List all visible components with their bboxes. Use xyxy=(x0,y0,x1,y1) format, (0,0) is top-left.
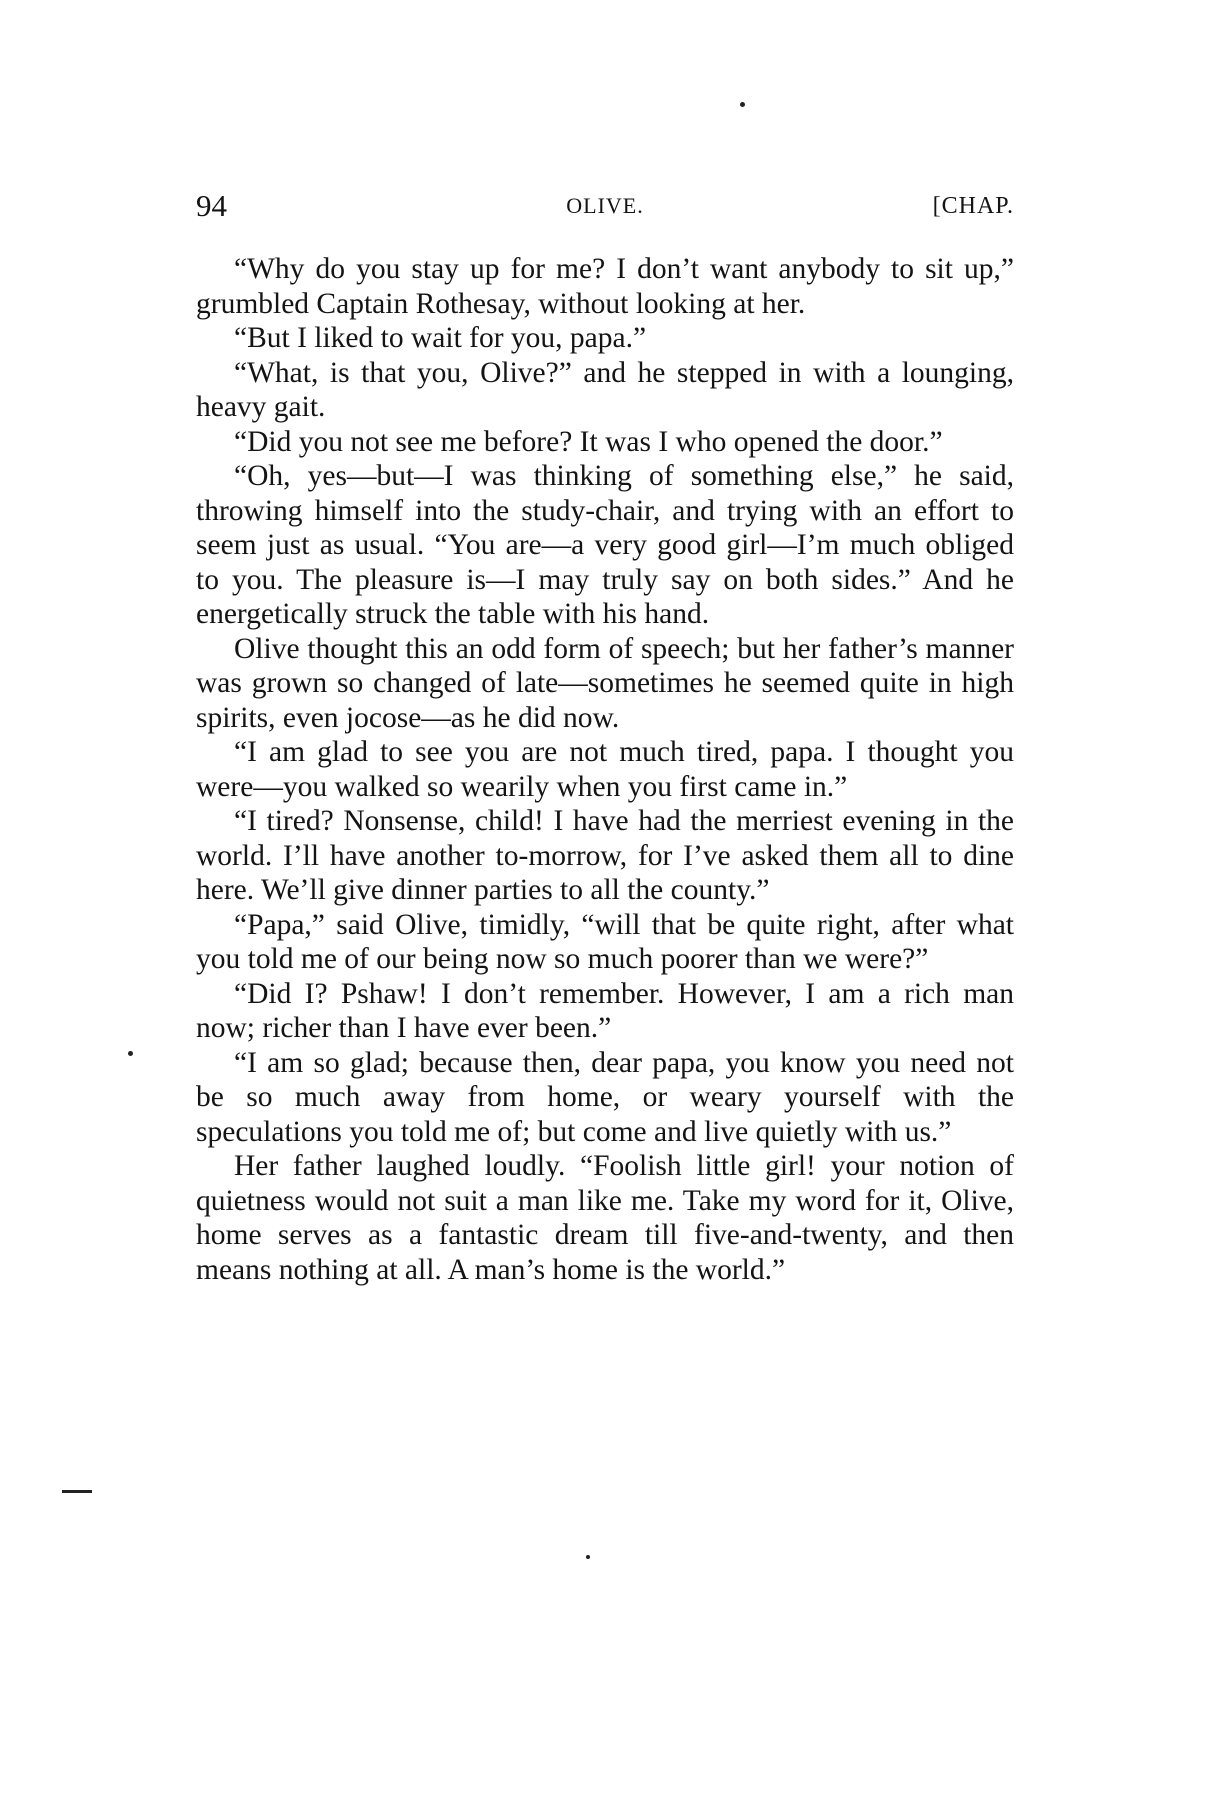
paragraph: “Did you not see me before? It was I who opened the door.” xyxy=(234,425,943,458)
body-text xyxy=(196,252,1014,1287)
paragraph: “Did I? Pshaw! I don’t remember. However, I am a rich man now; richer than I have ever been.” xyxy=(196,977,1014,1044)
paragraph: “Oh, yes—but—I was thinking of something else,” he said, throwing himself into the study-chair, and trying with an effort to seem just as usual. “You are—a very good girl—I’m much obliged to you. The pleasure is—I may truly say on both sides.” And he energetically struck the table with his hand. xyxy=(196,460,1014,630)
paragraph: Her father laughed loudly. “Foolish little girl! your notion of quietness would not suit a man like me. Take my word for it, Olive, home serves as a fantastic dream till five-and-twenty, and then means nothing at all. A man’s home is the world.” xyxy=(196,1150,1014,1286)
running-title: OLIVE. xyxy=(566,193,644,218)
paragraph: “I am so glad; because then, dear papa, you know you need not be so much away from home, or weary yourself with the speculations you told me of; but come and live quietly with us.” xyxy=(196,1046,1014,1148)
paragraph: “Papa,” said Olive, timidly, “will that be quite right, after what you told me of our being now so much poorer than we were?” xyxy=(196,908,1014,975)
ink-speck-margin xyxy=(128,1051,133,1056)
paragraph: “I am glad to see you are not much tired, papa. I thought you were—you walked so wearily when you first came in.” xyxy=(196,736,1014,803)
paragraph: “What, is that you, Olive?” and he stepped in with a lounging, heavy gait. xyxy=(196,356,1014,423)
page-header xyxy=(196,186,1014,226)
page-number: 94 xyxy=(196,188,227,223)
paragraph: Olive thought this an odd form of speech; but her father’s manner was grown so changed of late—sometimes he seemed quite in high spirits, even jocose—as he did now. xyxy=(196,632,1014,734)
paragraph: “Why do you stay up for me? I don’t want anybody to sit up,” grumbled Captain Rothesay, without looking at her. xyxy=(196,253,1014,320)
ink-dash-margin xyxy=(62,1490,92,1493)
paragraph: “But I liked to wait for you, papa.” xyxy=(234,322,647,354)
ink-speck-top xyxy=(740,102,745,107)
paragraph: “I tired? Nonsense, child! I have had the merriest evening in the world. I’ll have another to-morrow, for I’ve asked them all to dine here. We’ll give dinner parties to all the county.” xyxy=(196,805,1014,906)
ink-speck-bottom xyxy=(586,1555,590,1559)
chapter-mark: [CHAP. xyxy=(932,193,1014,219)
